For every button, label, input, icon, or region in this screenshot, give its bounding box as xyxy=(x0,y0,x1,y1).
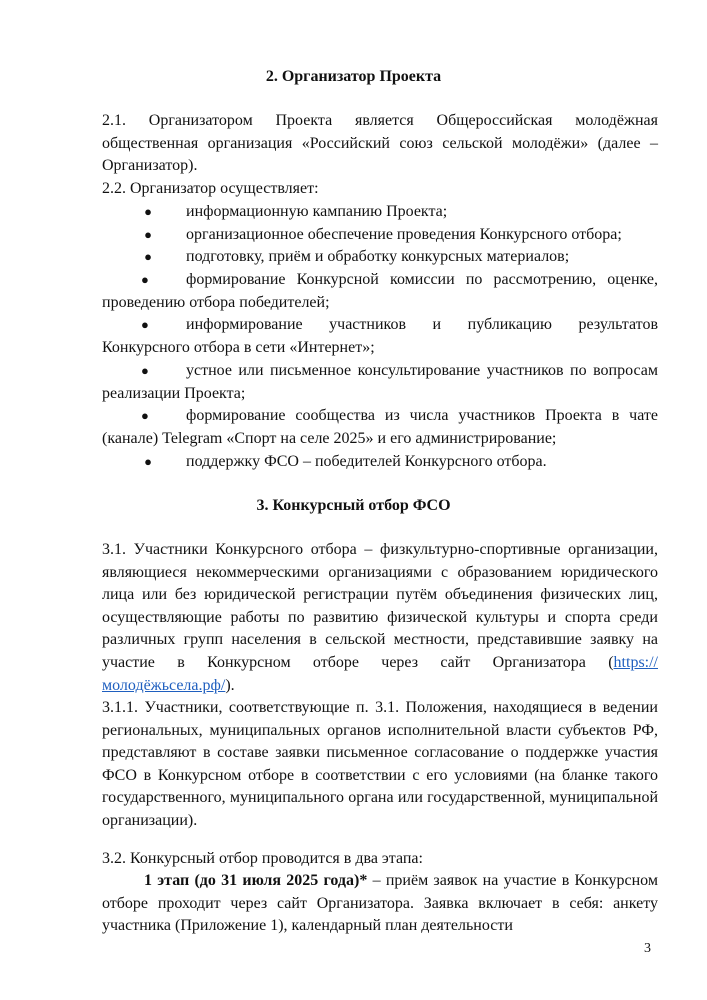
bullet-icon: ● xyxy=(144,227,152,242)
list-item xyxy=(102,269,658,314)
list-item xyxy=(0,201,707,223)
stage-1-title: 1 этап (до 31 июля 2025 года)* xyxy=(144,872,368,889)
list-item xyxy=(0,451,707,473)
list-item xyxy=(0,224,707,246)
list-item-text: устное или письменное консультирование участников по вопросам реализации Проекта; xyxy=(102,362,658,402)
bullet-icon: ● xyxy=(141,317,149,332)
paragraph-2-1: 2.1. Организатором Проекта является Общероссийская молодёжная общественная организация «Российский союз сельской молодёжи» (далее – Организатор). xyxy=(102,112,658,175)
list-item xyxy=(102,360,658,405)
list-item-text: информирование участников и публикацию результатов Конкурсного отбора в сети «Интернет»; xyxy=(102,316,658,356)
paragraph-3-2: 3.2. Конкурсный отбор проводится в два этапа: xyxy=(102,850,423,867)
section-2-heading: 2. Организатор Проекта xyxy=(265,68,442,85)
bullet-icon: ● xyxy=(141,363,149,378)
organizer-site-link[interactable]: https://молодёжьсела.рф/ xyxy=(102,653,658,694)
bullet-icon: ● xyxy=(144,249,152,264)
list-item xyxy=(0,246,707,268)
list-item-text: формирование Конкурсной комиссии по рассмотрению, оценке, проведению отбора победителей; xyxy=(102,271,658,311)
paragraph-3-1 xyxy=(102,539,658,697)
page-number: 3 xyxy=(644,941,651,956)
bullet-icon: ● xyxy=(141,408,149,423)
section-3-heading: 3. Конкурсный отбор ФСО xyxy=(256,497,451,514)
list-item-text: организационное обеспечение проведения Конкурсного отбора; xyxy=(186,226,622,243)
list-item xyxy=(102,405,658,450)
list-item xyxy=(102,314,658,359)
stage-1-paragraph xyxy=(102,870,658,938)
paragraph-3-1-text: 3.1. Участники Конкурсного отбора – физкультурно-спортивные организации, являющиеся некоммерческими организациями с образованием юридического лица или без юридической регистрации путём объединения физических лиц, осуществляющие работы по развитию физической культуры и спорта среди различных групп населения в сельской местности, представившие заявку на участие в Конкурсном отборе через сайт Организатора ( xyxy=(102,541,658,671)
bullet-icon: ● xyxy=(141,272,149,287)
list-item-text: поддержку ФСО – победителей Конкурсного отбора. xyxy=(186,453,547,470)
paragraph-3-1-1: 3.1.1. Участники, соответствующие п. 3.1. Положения, находящиеся в ведении региональных, муниципальных органов исполнительной власти субъектов РФ, представляют в составе заявки письменное согласование о поддержке участия ФСО в Конкурсном отборе в соответствии с его условиями (на бланке такого государственного, муниципального органа или государственной, муниципальной организации). xyxy=(102,699,658,829)
stage-1-text: – приём заявок на участие в Конкурсном отборе проходит через сайт Организатора. Заявка включает в себя: анкету участника (Приложение 1), календарный план деятельности xyxy=(102,872,658,935)
bullet-icon: ● xyxy=(144,204,152,219)
bullet-icon: ● xyxy=(144,454,152,469)
paragraph-2-2: 2.2. Организатор осуществляет: xyxy=(102,180,319,197)
list-item-text: информационную кампанию Проекта; xyxy=(186,203,448,220)
list-item-text: подготовку, приём и обработку конкурсных материалов; xyxy=(186,248,570,265)
paragraph-3-1-end: ). xyxy=(225,676,235,694)
list-item-text: формирование сообщества из числа участников Проекта в чате (канале) Telegram «Спорт на селе 2025» и его администрирование; xyxy=(102,407,658,447)
